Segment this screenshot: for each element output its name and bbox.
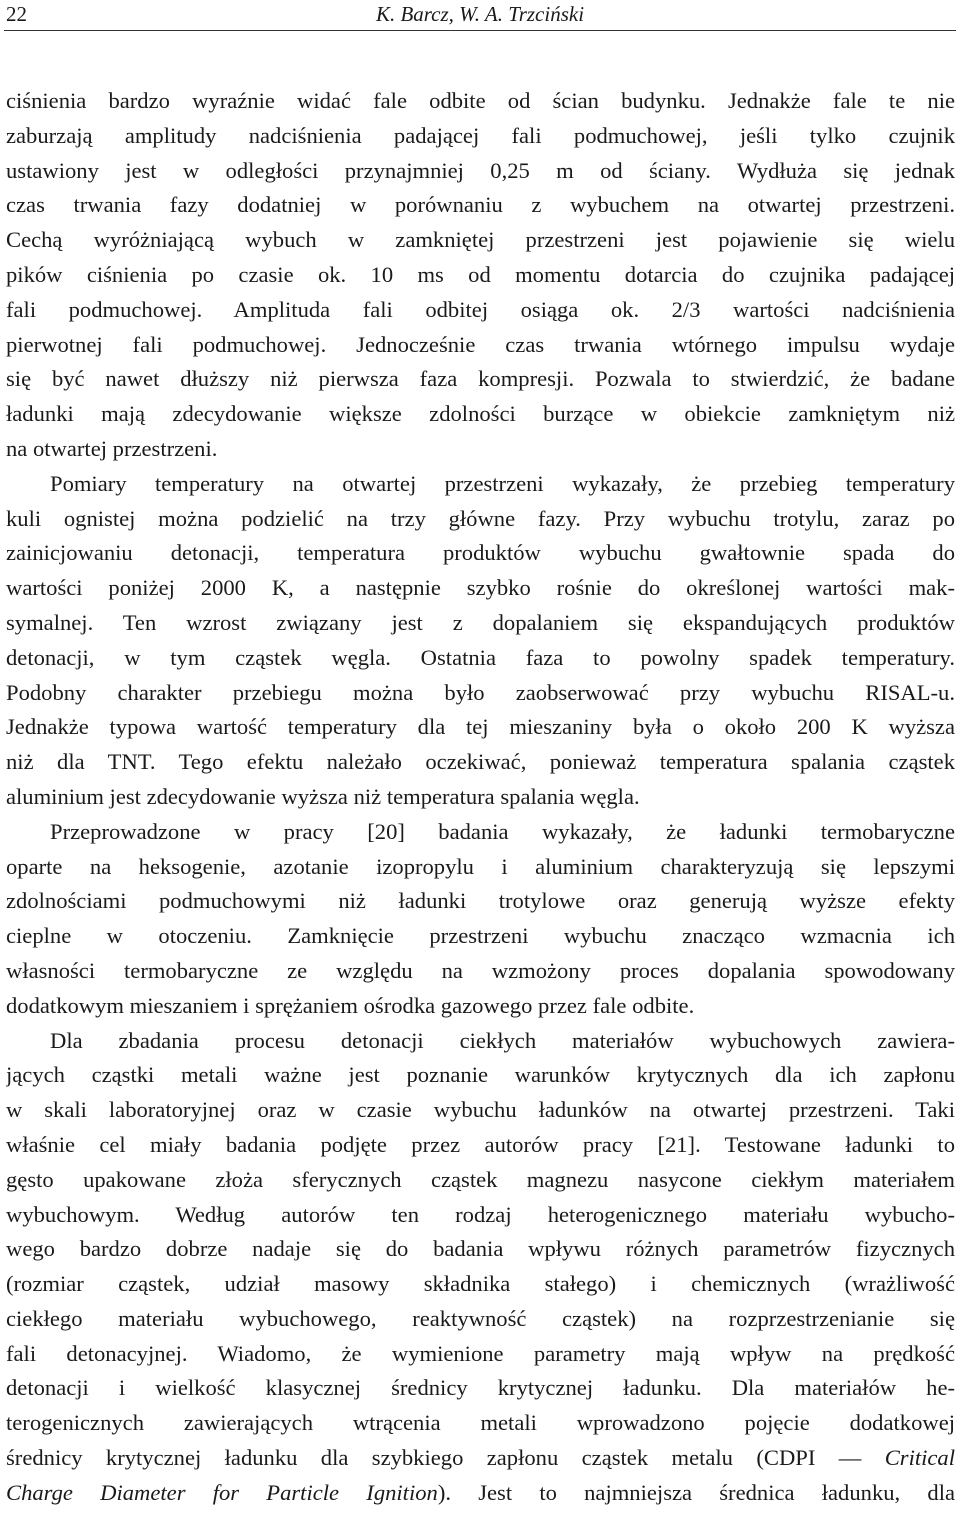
text-line: zdolnościami podmuchowymi niż ładunki trotylowe oraz generują wyższe efekty xyxy=(6,888,955,914)
text-line: własności termobaryczne ze względu na wzmożony proces dopalania spowodowany xyxy=(6,957,955,983)
text-line: ciekłego materiału wybuchowego, reaktywność cząstek) na rozprzestrzenianie się xyxy=(6,1305,955,1331)
text-line: na otwartej przestrzeni. xyxy=(6,435,218,461)
running-head-authors: K. Barcz, W. A. Trzciński xyxy=(375,2,585,26)
text-line: w skali laboratoryjnej oraz w czasie wybuchu ładunków na otwartej przestrzeni. Taki xyxy=(6,1097,955,1123)
paragraph-first-line: Przeprowadzone w pracy [20] badania wykazały, że ładunki termobaryczne xyxy=(50,818,955,844)
paragraph-first-line: Pomiary temperatury na otwartej przestrzeni wykazały, że przebieg temperatury xyxy=(50,470,955,496)
text-line: ustawiony jest w odległości przynajmniej 0,25 m od ściany. Wydłuża się jednak xyxy=(6,157,955,183)
text-line: fali podmuchowej. Amplituda fali odbitej osiąga ok. 2/3 wartości nadciśnienia xyxy=(6,296,955,322)
text-segment: ). Jest to najmniejsza średnica ładunku, dla xyxy=(437,1479,955,1505)
text-line: niż dla TNT. Tego efektu należało oczekiwać, ponieważ temperatura spalania cząstek xyxy=(6,749,955,775)
text-line: cieplne w otoczeniu. Zamknięcie przestrzeni wybuchu znacząco wzmacnia ich xyxy=(6,923,955,949)
body-text xyxy=(6,84,955,1511)
text-line: fali detonacyjnej. Wiadomo, że wymienione parametry mają wpływ na prędkość xyxy=(6,1340,955,1366)
text-line: kuli ognistej można podzielić na trzy główne fazy. Przy wybuchu trotylu, zaraz po xyxy=(6,505,955,531)
text-line: detonacji, w tym cząstek węgla. Ostatnia faza to powolny spadek temperatury. xyxy=(6,644,955,670)
italic-term: Charge Diameter for Particle Ignition xyxy=(6,1479,438,1505)
text-line: aluminium jest zdecydowanie wyższa niż temperatura spalania węgla. xyxy=(6,783,640,809)
text-line: Podobny charakter przebiegu można było zaobserwować przy wybuchu RISAL-u. xyxy=(6,679,955,705)
text-line: dodatkowym mieszaniem i sprężaniem ośrodka gazowego przez fale odbite. xyxy=(6,992,695,1018)
italic-term: Critical xyxy=(884,1445,955,1471)
text-line: ciśnienia bardzo wyraźnie widać fale odbite od ścian budynku. Jednakże fale te nie xyxy=(6,88,955,113)
text-line: symalnej. Ten wzrost związany jest z dopalaniem się ekspandujących produktów xyxy=(6,609,955,635)
text-line: pików ciśnienia po czasie ok. 10 ms od momentu dotarcia do czujnika padającej xyxy=(6,261,955,287)
text-line: Cechą wyróżniającą wybuch w zamkniętej przestrzeni jest pojawienie się wielu xyxy=(6,227,955,253)
text-line: się być nawet dłuższy niż pierwsza faza kompresji. Pozwala to stwierdzić, że badane xyxy=(6,366,955,392)
text-line: Jednakże typowa wartość temperatury dla tej mieszaniny była o około 200 K wyższa xyxy=(6,714,955,740)
text-line: właśnie cel miały badania podjęte przez autorów pracy [21]. Testowane ładunki to xyxy=(6,1131,955,1157)
running-head xyxy=(4,0,956,31)
text-line: (rozmiar cząstek, udział masowy składnika stałego) i chemicznych (wrażliwość xyxy=(6,1271,955,1297)
text-line-cdpi xyxy=(6,1441,955,1476)
text-line: ładunki mają zdecydowanie większe zdolności burzące w obiekcie zamkniętym niż xyxy=(6,401,955,427)
text-line: gęsto upakowane złoża sferycznych cząstek magnezu nasycone ciekłym materiałem xyxy=(6,1166,955,1192)
text-line-cdpi-continued xyxy=(6,1476,955,1511)
text-line: czas trwania fazy dodatniej w porównaniu z wybuchem na otwartej przestrzeni. xyxy=(6,192,955,218)
text-line: wego bardzo dobrze nadaje się do badania wpływu różnych parametrów fizycznych xyxy=(6,1236,955,1262)
text-line: jących cząstki metali ważne jest poznanie warunków krytycznych dla ich zapłonu xyxy=(6,1062,955,1088)
text-line: terogenicznych zawierających wtrącenia metali wprowadzono pojęcie dodatkowej xyxy=(6,1410,955,1436)
text-line: pierwotnej fali podmuchowej. Jednocześnie czas trwania wtórnego impulsu wydaje xyxy=(6,331,955,357)
text-line: detonacji i wielkość klasycznej średnicy krytycznej ładunku. Dla materiałów he- xyxy=(6,1375,955,1401)
text-line: oparte na heksogenie, azotanie izopropylu i aluminium charakteryzują się lepszymi xyxy=(6,853,955,879)
text-line: wybuchowym. Według autorów ten rodzaj heterogenicznego materiału wybucho- xyxy=(6,1201,955,1227)
page-number: 22 xyxy=(6,2,27,26)
paragraph-first-line: Dla zbadania procesu detonacji ciekłych materiałów wybuchowych zawiera- xyxy=(50,1027,955,1053)
text-line: wartości poniżej 2000 K, a następnie szybko rośnie do określonej wartości mak- xyxy=(6,575,955,601)
text-line: zaburzają amplitudy nadciśnienia padającej fali podmuchowej, jeśli tylko czujnik xyxy=(6,122,955,148)
text-segment: średnicy krytycznej ładunku dla szybkiego zapłonu cząstek metalu (CDPI — xyxy=(6,1445,885,1471)
text-line: zainicjowaniu detonacji, temperatura produktów wybuchu gwałtownie spada do xyxy=(6,540,955,566)
